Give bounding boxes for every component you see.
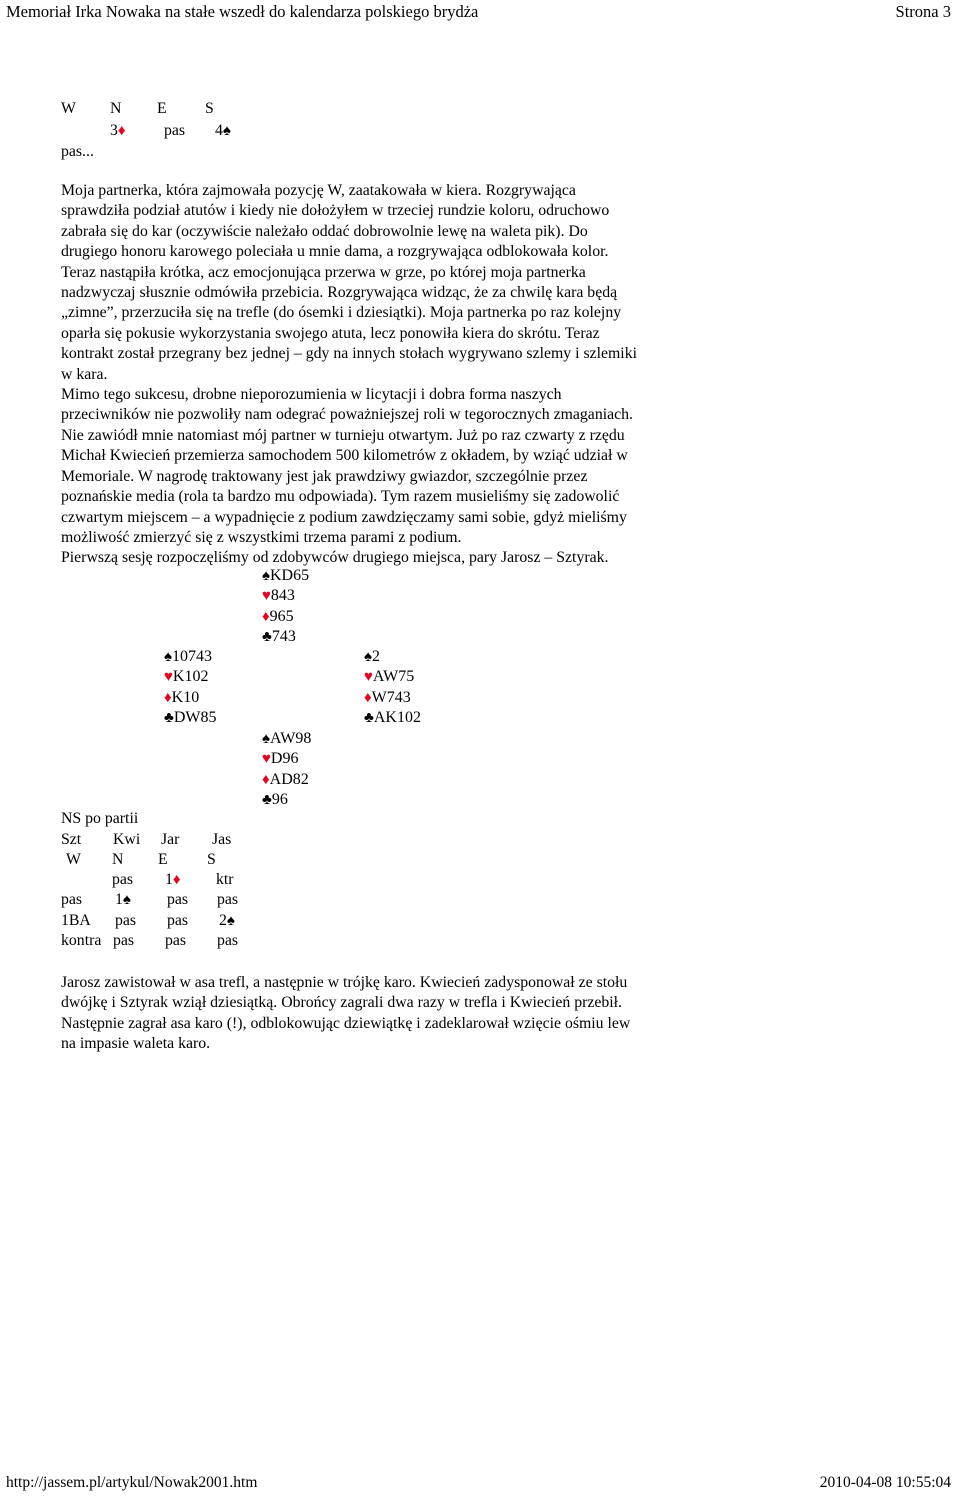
spade-icon: ♠	[262, 731, 270, 747]
bid-header-e: E	[157, 100, 167, 117]
west-hearts	[164, 667, 217, 687]
bid-s-4s	[215, 122, 231, 140]
north-hearts-cards: 843	[270, 587, 295, 605]
bid-r4-w: kontra	[61, 932, 102, 949]
text-line: Memoriale. W nagrodę traktowany jest jak prawdziwy gwiazdor, szczególnie przez	[61, 467, 588, 485]
south-clubs-cards: 96	[271, 790, 288, 808]
page-number: Strona 3	[895, 2, 951, 21]
south-clubs	[262, 790, 311, 810]
page-header-title: Memoriał Irka Nowaka na stałe wszedł do kalendarza polskiego brydża	[6, 2, 479, 21]
bid-r3-s	[219, 912, 235, 930]
text-line: w kara.	[61, 365, 108, 383]
text-line: oparła się pokusie wykorzystania swojego atuta, lecz ponowiła kiera do skrótu. Teraz	[61, 324, 600, 342]
club-icon: ♣	[164, 709, 174, 726]
bid-header-s: S	[205, 100, 214, 117]
bid-r2-e: pas	[167, 891, 189, 908]
text-line: zabrała się do kar (oczywiście należało oddać dobrowolnie lewę na waleta pik). Do	[61, 222, 588, 240]
text-line: dwójkę i Sztyrak wziął dziesiątką. Obrońcy zagrali dwa razy w trefla i Kwiecień przebił.	[61, 994, 622, 1012]
text-line: przeciwników nie pozwoliły nam odegrać poważniejszej roli w tegorocznych zmaganiach.	[61, 406, 633, 424]
south-spades	[262, 729, 311, 749]
diamond-icon: ♦	[364, 689, 372, 706]
north-diamonds-cards: 965	[269, 607, 294, 625]
north-clubs	[262, 627, 309, 647]
west-hearts-cards: K102	[172, 668, 209, 686]
east-diamonds	[364, 688, 421, 708]
west-spades	[164, 647, 217, 667]
south-diamonds	[262, 770, 311, 790]
bid-value: 1	[115, 891, 123, 908]
south-spades-cards: AW98	[269, 730, 312, 747]
diamond-icon: ♦	[262, 608, 270, 625]
text-line: sprawdziła podział atutów i kiedy nie dołożyłem w trzeciej rundzie koloru, odruchowo	[61, 202, 610, 220]
south-diamonds-cards: AD82	[269, 770, 309, 788]
north-diamonds	[262, 607, 309, 627]
diamond-icon: ♦	[262, 771, 270, 788]
spade-icon: ♠	[262, 568, 270, 584]
text-line: Jarosz zawistował w asa trefl, a następnie w trójkę karo. Kwiecień zadysponował ze stołu	[61, 974, 628, 991]
player-name-w: Szt	[61, 831, 82, 848]
bid-header-e: E	[158, 851, 168, 868]
vulnerability: NS po partii	[61, 810, 139, 827]
bid-r4-s: pas	[217, 932, 239, 949]
bid-r3-e: pas	[167, 912, 189, 929]
text-line: na impasie waleta karo.	[61, 1035, 211, 1053]
east-clubs-cards: AK102	[373, 708, 421, 726]
bid-w-pas: pas...	[61, 143, 94, 160]
west-diamonds	[164, 688, 217, 708]
page-url-link[interactable]: http://jassem.pl/artykul/Nowak2001.htm	[6, 1474, 258, 1491]
bid-r2-s: pas	[217, 891, 239, 908]
spade-icon: ♠	[122, 892, 131, 908]
west-clubs	[164, 708, 217, 728]
west-diamonds-cards: K10	[171, 688, 200, 706]
diamond-icon: ♦	[164, 689, 172, 706]
text-line: nadzwyczaj słusznie odmówiła przebicia. Rozgrywająca widząc, że za chwilę kara będą	[61, 284, 618, 302]
hand-north	[262, 566, 309, 647]
text-line: drugiego honoru karowego poleciała u mnie dama, a rozgrywająca odblokowała kolor.	[61, 243, 609, 261]
text-line: Teraz nastąpiła krótka, acz emocjonująca przerwa w grze, po której moja partnerka	[61, 263, 586, 281]
club-icon: ♣	[364, 709, 374, 726]
bid-value: 3	[110, 122, 118, 139]
bid-header-n: N	[112, 851, 124, 868]
bid-value: 2	[219, 912, 227, 929]
bid-header-w: W	[66, 851, 81, 868]
bid-e-pas: pas	[164, 122, 186, 139]
east-hearts-cards: AW75	[372, 668, 415, 686]
bid-r1-e	[165, 871, 181, 889]
bid-header-n: N	[110, 100, 122, 117]
south-hearts	[262, 749, 311, 769]
east-spades	[364, 647, 421, 667]
bid-n-3d	[110, 122, 126, 140]
text-line: Michał Kwiecień przemierza samochodem 500 kilometrów z okładem, by wziąć udział w	[61, 447, 628, 465]
print-datetime: 2010-04-08 10:55:04	[819, 1474, 951, 1491]
text-line: czwartym miejscem – a wypadnięcie z podium zawdzięczamy sami sobie, gdyż mieliśmy	[61, 508, 627, 526]
bid-value: 4	[215, 122, 223, 139]
bid-header-w: W	[61, 100, 76, 117]
text-line: Nie zawiódł mnie natomiast mój partner w turnieju otwartym. Już po raz czwarty z rzędu	[61, 426, 625, 444]
north-spades-cards: KD65	[269, 567, 310, 584]
hand-south	[262, 729, 311, 810]
spade-icon: ♠	[222, 123, 231, 139]
player-name-n: Kwi	[113, 831, 141, 848]
player-name-s: Jas	[212, 831, 232, 848]
bid-r2-n	[115, 891, 131, 909]
bid-r4-e: pas	[165, 932, 187, 949]
west-spades-cards: 10743	[171, 648, 212, 665]
heart-icon: ♥	[364, 669, 373, 686]
text-line: Moja partnerka, która zajmowała pozycję W, zaatakowała w kiera. Rozgrywająca	[61, 182, 576, 199]
east-hearts	[364, 667, 421, 687]
article-paragraph-1	[61, 181, 701, 569]
bid-r1-s: ktr	[216, 871, 234, 888]
player-name-e: Jar	[161, 831, 180, 848]
text-line: kontrakt został przegrany bez jednej – gdy na innych stołach wygrywano szlemy i szlemiki	[61, 345, 637, 363]
spade-icon: ♠	[226, 913, 235, 929]
diamond-icon: ♦	[117, 123, 126, 139]
hand-east	[364, 647, 421, 728]
article-paragraph-2	[61, 973, 701, 1055]
heart-icon: ♥	[164, 669, 173, 686]
south-hearts-cards: D96	[270, 750, 299, 768]
spade-icon: ♠	[364, 649, 372, 665]
spade-icon: ♠	[164, 649, 172, 665]
hand-west	[164, 647, 217, 728]
text-line: „zimne”, przerzuciła się na trefle (do ósemki i dziesiątki). Moja partnerka po raz kolejny	[61, 304, 622, 322]
bid-r3-w: 1BA	[61, 912, 91, 929]
north-clubs-cards: 743	[271, 627, 296, 645]
west-clubs-cards: DW85	[173, 708, 217, 726]
text-line: możliwość zmierzyć się z wszystkimi trzema parami z podium.	[61, 528, 462, 546]
club-icon: ♣	[262, 791, 272, 808]
east-diamonds-cards: W743	[371, 688, 411, 706]
east-spades-cards: 2	[371, 648, 380, 665]
text-line: Mimo tego sukcesu, drobne nieporozumienia w licytacji i dobra forma naszych	[61, 386, 562, 404]
bid-header-s: S	[207, 851, 216, 868]
heart-icon: ♥	[262, 751, 271, 768]
east-clubs	[364, 708, 421, 728]
text-line: Pierwszą sesję rozpoczęliśmy od zdobywców drugiego miejsca, pary Jarosz – Sztyrak.	[61, 549, 609, 567]
north-spades	[262, 566, 309, 586]
text-line: Następnie zagrał asa karo (!), odblokowując dziewiątkę i zadeklarował wzięcie ośmiu lew	[61, 1014, 631, 1032]
bid-r3-n: pas	[115, 912, 137, 929]
north-hearts	[262, 586, 309, 606]
bid-r1-n: pas	[112, 871, 134, 888]
club-icon: ♣	[262, 628, 272, 645]
bid-r2-w: pas	[61, 891, 83, 908]
diamond-icon: ♦	[172, 872, 181, 888]
bid-value: 1	[165, 871, 173, 888]
text-line: poznańskie media (rola ta bardzo mu odpowiada). Tym razem musieliśmy się zadowolić	[61, 488, 620, 506]
bid-r4-n: pas	[113, 932, 135, 949]
heart-icon: ♥	[262, 588, 271, 605]
